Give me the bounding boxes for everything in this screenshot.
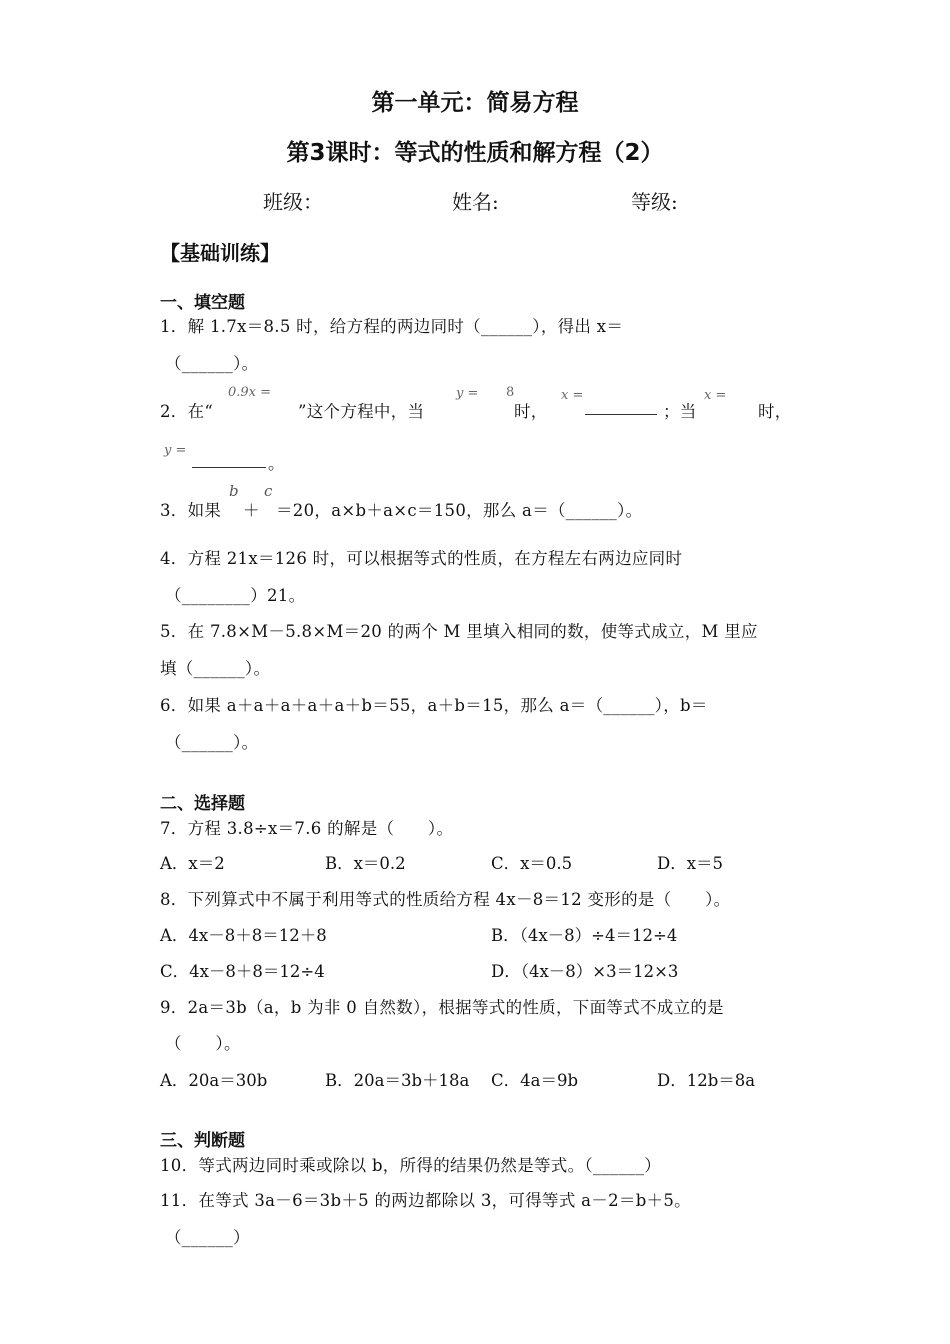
question-2-mid2: 时，	[514, 402, 548, 421]
question-3-c: c	[264, 482, 273, 500]
question-8-option-d[interactable]: D．（4x－8）×3＝12×3	[491, 962, 679, 981]
question-9-line2: （ ）。	[165, 1034, 241, 1053]
question-2-mid4: 时，	[758, 402, 792, 421]
question-2-prefix: 2．在“	[160, 402, 214, 421]
lesson-title: 第3课时：等式的性质和解方程（2）	[286, 140, 664, 166]
grade-label: 等级:	[631, 190, 678, 214]
question-3-b: b	[229, 482, 239, 500]
question-2-blank-2[interactable]	[192, 453, 266, 468]
question-6-line2: （______）。	[165, 733, 259, 752]
question-7-option-d[interactable]: D．x＝5	[657, 854, 724, 873]
question-8-option-b[interactable]: B．（4x－8）÷4＝12÷4	[491, 926, 678, 945]
question-5-line1: 5．在 7.8×M－5.8×M＝20 的两个 M 里填入相同的数，使等式成立，M 里应	[160, 622, 758, 641]
question-2-eight: 8	[506, 385, 515, 400]
question-10: 10．等式两边同时乘或除以 b，所得的结果仍然是等式。（______）	[160, 1156, 662, 1175]
question-2-formula-a: 0.9x =	[228, 385, 272, 400]
question-7-option-b[interactable]: B．x＝0.2	[325, 854, 406, 873]
question-2-formula-x: x =	[561, 388, 584, 403]
question-7: 7．方程 3.8÷x＝7.6 的解是（ ）。	[160, 819, 454, 838]
question-4-line1: 4．方程 21x＝126 时，可以根据等式的性质，在方程左右两边应同时	[160, 549, 683, 568]
section-choice: 二、选择题	[160, 794, 245, 814]
question-2-mid3: ；当	[663, 402, 697, 421]
question-2-end: 。	[268, 454, 285, 473]
class-label: 班级：	[263, 190, 323, 214]
question-2-formula-x2: x =	[704, 388, 727, 403]
question-5-line2: 填（______）。	[160, 659, 271, 678]
question-1-line2: （______）。	[165, 354, 259, 373]
section-fill-blank: 一、填空题	[160, 293, 245, 313]
name-label: 姓名:	[452, 190, 499, 214]
question-8-option-c[interactable]: C．4x－8＋8＝12÷4	[160, 962, 325, 981]
question-9-option-d[interactable]: D．12b＝8a	[657, 1071, 756, 1090]
question-1-line1: 1．解 1.7x＝8.5 时，给方程的两边同时（______），得出 x＝	[160, 317, 624, 336]
question-8-option-a[interactable]: A．4x－8＋8＝12＋8	[160, 926, 327, 945]
question-11-line2: （______）	[165, 1228, 250, 1247]
question-11-line1: 11．在等式 3a－6＝3b＋5 的两边都除以 3，可得等式 a－2＝b＋5。	[160, 1191, 691, 1210]
unit-title: 第一单元：简易方程	[371, 90, 579, 116]
question-9-option-a[interactable]: A．20a＝30b	[160, 1071, 268, 1090]
section-judge: 三、判断题	[160, 1131, 245, 1151]
question-7-option-a[interactable]: A．x＝2	[160, 854, 225, 873]
question-3-plus: ＋	[243, 501, 260, 520]
question-2-mid1: ”这个方程中，当	[298, 402, 425, 421]
question-9-option-c[interactable]: C．4a＝9b	[491, 1071, 579, 1090]
question-7-option-c[interactable]: C．x＝0.5	[491, 854, 573, 873]
question-3-prefix: 3．如果	[160, 501, 222, 520]
question-3-rest: ＝20，a×b＋a×c＝150，那么 a＝（______）。	[276, 501, 643, 520]
question-9-option-b[interactable]: B．20a＝3b＋18a	[325, 1071, 470, 1090]
question-8: 8．下列算式中不属于利用等式的性质给方程 4x－8＝12 变形的是（ ）。	[160, 890, 731, 909]
question-4-line2: （________）21。	[165, 586, 306, 605]
question-2-formula-y2: y =	[164, 443, 187, 458]
question-9-line1: 9．2a＝3b（a，b 为非 0 自然数），根据等式的性质，下面等式不成立的是	[160, 998, 724, 1017]
question-2-formula-y: y =	[456, 386, 479, 401]
basic-training-heading: 【基础训练】	[160, 241, 280, 265]
question-2-blank-1[interactable]	[585, 400, 657, 415]
question-6-line1: 6．如果 a＋a＋a＋a＋a＋b＝55，a＋b＝15，那么 a＝（______），b＝	[160, 696, 708, 715]
